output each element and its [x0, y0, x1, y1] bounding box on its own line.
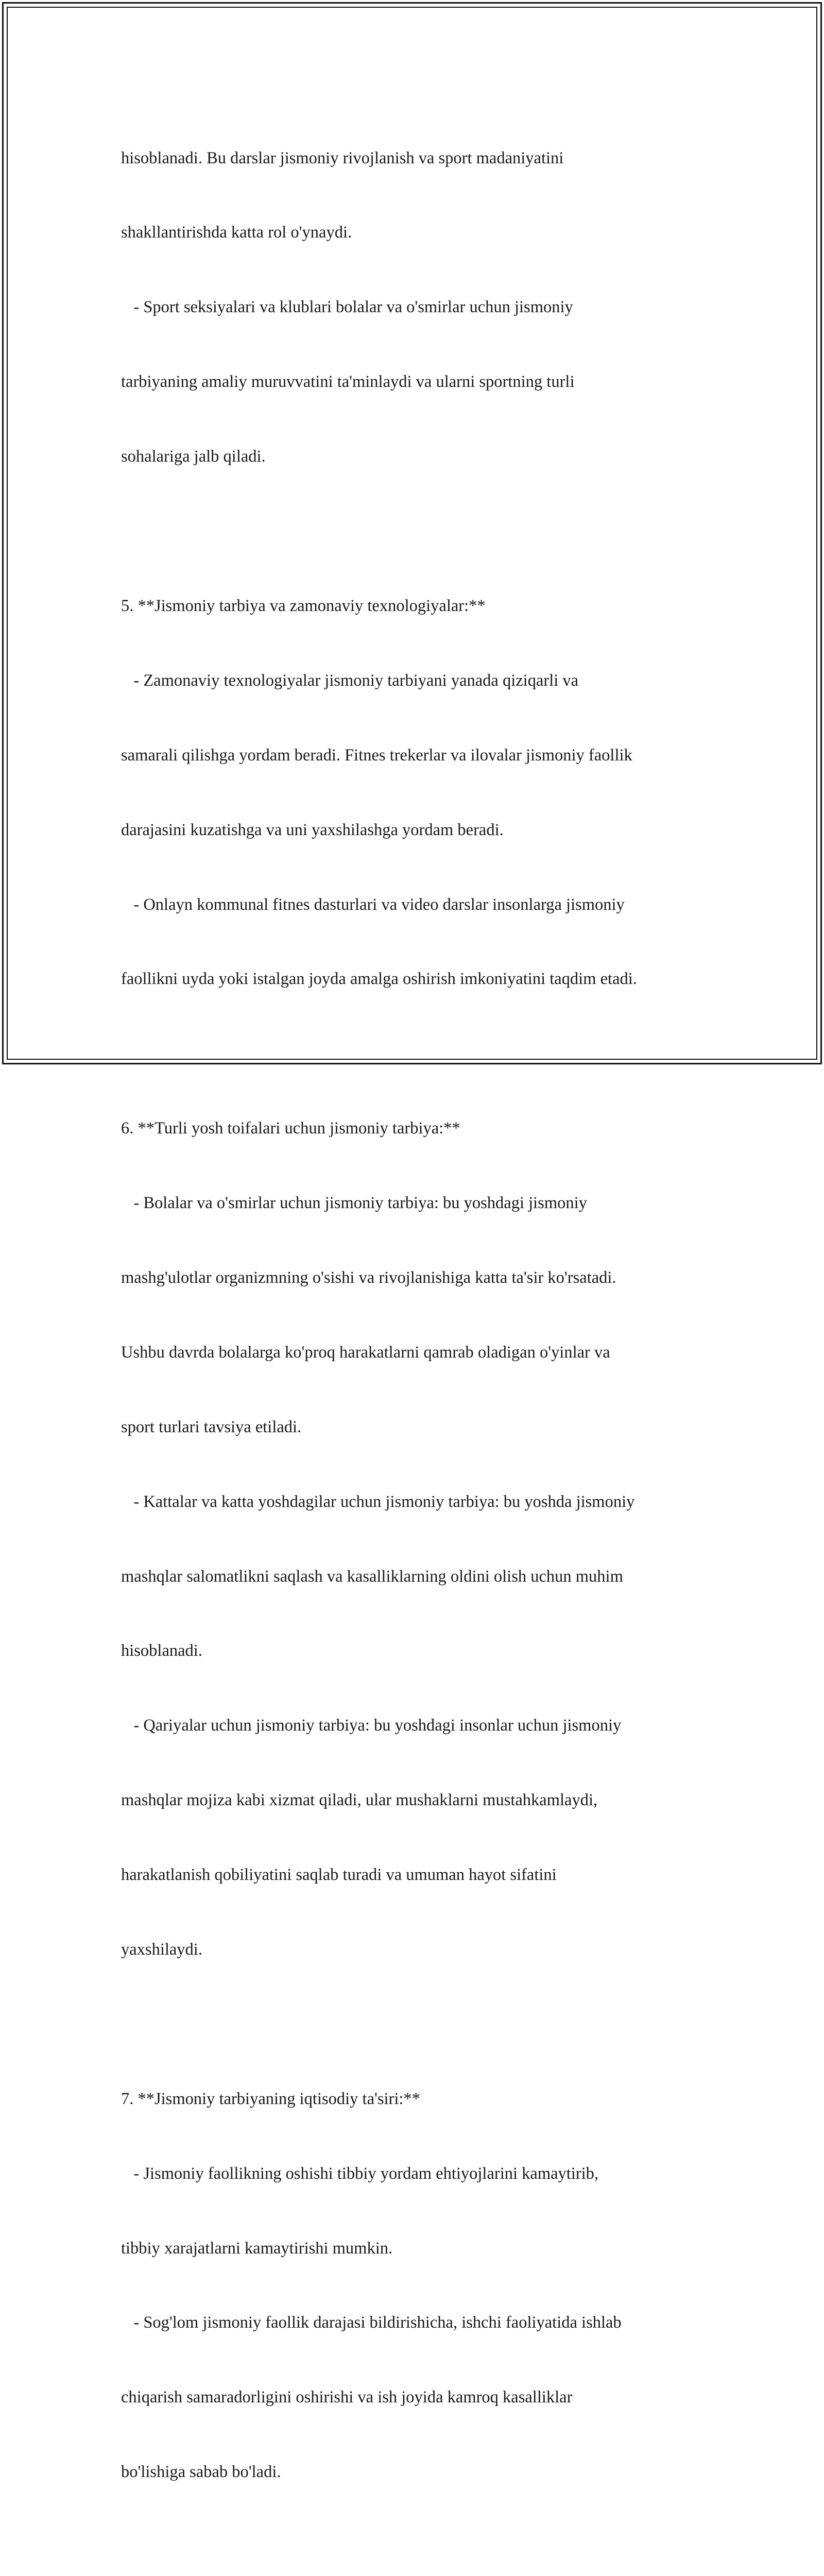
- text-line: sport turlari tavsiya etiladi.: [121, 1417, 302, 1436]
- text-line: - Jismoniy faollikning oshishi tibbiy yordam ehtiyojlarini kamaytirib,: [121, 2164, 599, 2183]
- blank-line: [121, 1041, 718, 1066]
- text-line: shakllantirishda katta rol o'ynaydi.: [121, 223, 352, 242]
- section-heading: 7. **Jismoniy tarbiyaning iqtisodiy ta'siri:**: [121, 2089, 420, 2108]
- text-line: hisoblanadi. Bu darslar jismoniy rivojlanish va sport madaniyatini: [121, 148, 564, 167]
- text-line: mashqlar salomatlikni saqlash va kasalliklarning oldini olish uchun muhim: [121, 1567, 623, 1586]
- blank-line: [121, 2012, 718, 2037]
- text-line: mashqlar mojiza kabi xizmat qiladi, ular mushaklarni mustahkamlaydi,: [121, 1791, 598, 1810]
- section-heading: 6. **Turli yosh toifalari uchun jismoniy tarbiya:**: [121, 1119, 460, 1138]
- text-line: - Bolalar va o'smirlar uchun jismoniy tarbiya: bu yoshdagi jismoniy: [121, 1194, 587, 1213]
- text-line: sohalariga jalb qiladi.: [121, 447, 266, 466]
- text-line: darajasini kuzatishga va uni yaxshilashga yordam beradi.: [121, 820, 504, 839]
- text-line: - Sog'lom jismoniy faollik darajasi bildirishicha, ishchi faoliyatida ishlab: [121, 2313, 622, 2332]
- blank-line: [121, 2534, 718, 2559]
- text-line: samarali qilishga yordam beradi. Fitnes trekerlar va ilovalar jismoniy faollik: [121, 745, 632, 765]
- text-line: - Onlayn kommunal fitnes dasturlari va video darslar insonlarga jismoniy: [121, 895, 625, 914]
- text-line: harakatlanish qobiliyatini saqlab turadi va umuman hayot sifatini: [121, 1866, 557, 1885]
- document-body: [121, 96, 718, 2576]
- text-line: - Kattalar va katta yoshdagilar uchun jismoniy tarbiya: bu yoshda jismoniy: [121, 1492, 635, 1511]
- text-line: tarbiyaning amaliy muruvvatini ta'minlaydi va ularni sportning turli: [121, 372, 575, 392]
- text-line: - Sport seksiyalari va klublari bolalar va o'smirlar uchun jismoniy: [121, 298, 573, 317]
- text-line: mashg'ulotlar organizmning o'sishi va rivojlanishiga katta ta'sir ko'rsatadi.: [121, 1268, 616, 1287]
- blank-line: [121, 519, 718, 544]
- text-line: yaxshilaydi.: [121, 1940, 202, 1959]
- text-line: hisoblanadi.: [121, 1641, 202, 1660]
- text-line: tibbiy xarajatlarni kamaytirishi mumkin.: [121, 2239, 393, 2258]
- text-line: - Zamonaviy texnologiyalar jismoniy tarbiyani yanada qiziqarli va: [121, 671, 579, 690]
- text-line: bo'lishiga sabab bo'ladi.: [121, 2463, 281, 2482]
- text-line: - Qariyalar uchun jismoniy tarbiya: bu yoshdagi insonlar uchun jismoniy: [121, 1716, 622, 1735]
- text-line: Ushbu davrda bolalarga ko'proq harakatlarni qamrab oladigan o'yinlar va: [121, 1343, 610, 1362]
- text-line: chiqarish samaradorligini oshirishi va ish joyida kamroq kasalliklar: [121, 2388, 573, 2407]
- text-line: faollikni uyda yoki istalgan joyda amalga oshirish imkoniyatini taqdim etadi.: [121, 970, 637, 989]
- section-heading: 5. **Jismoniy tarbiya va zamonaviy texnologiyalar:**: [121, 596, 486, 615]
